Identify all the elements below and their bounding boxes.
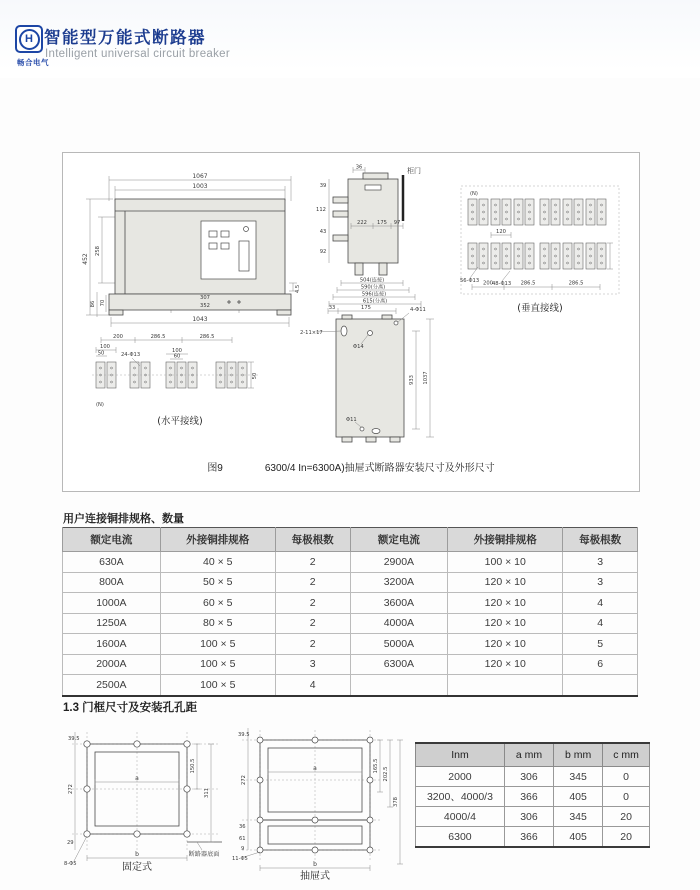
dim-label: 1067 (192, 173, 208, 180)
table-row (63, 552, 638, 573)
dim-label: 202.5 (383, 766, 389, 782)
table-cell: 4 (563, 593, 638, 614)
company-logo-icon (15, 25, 43, 53)
table-cell: 50 × 5 (160, 572, 275, 593)
dim-label: 933 (409, 375, 415, 385)
dim-label: 2-11×17 (300, 330, 323, 336)
table-cell: 800A (63, 572, 161, 593)
horizontal-connection-drawing (88, 326, 273, 431)
horizontal-connection-caption: (水平接线) (157, 416, 203, 427)
dim-label: 200 (483, 280, 493, 287)
dim-label: 286.5 (520, 280, 536, 287)
table-cell: 120 × 10 (448, 654, 563, 675)
dim-label: 222 (357, 220, 367, 226)
dim-label: Φ14 (353, 344, 364, 350)
drawer-type-drawing (230, 722, 408, 880)
dim-label: 150.5 (190, 758, 196, 774)
table-cell: 3 (563, 552, 638, 573)
table-cell: 2900A (350, 552, 448, 573)
table-cell: 4 (275, 675, 350, 696)
table-cell: 20 (603, 827, 650, 848)
fixed-construction-lines (72, 732, 218, 850)
table-cell: 405 (554, 787, 603, 807)
dim-label: 36 (239, 824, 246, 830)
table-cell: 2 (275, 613, 350, 634)
dim-label: 311 (204, 788, 210, 798)
page-title: 智能型万能式断路器 (44, 29, 206, 47)
dim-label: 307 (200, 295, 210, 301)
table-header-row (63, 528, 638, 552)
figure-box (62, 152, 640, 492)
fixed-frame-shapes (84, 741, 222, 842)
table-cell (350, 675, 448, 696)
dim-label: 272 (68, 784, 74, 794)
dim-label: 258 (95, 246, 101, 256)
col-header: b mm (554, 743, 603, 767)
dim-label: 29 (67, 840, 74, 846)
table-cell: 1600A (63, 634, 161, 655)
dim-label: 504(连接) (359, 277, 385, 284)
table-header-row (416, 743, 650, 767)
dim-label: 50 (97, 350, 105, 357)
drawer-type-caption: 抽屉式 (300, 871, 330, 880)
table-row (416, 787, 650, 807)
vertical-connection-caption: (垂直接线) (517, 303, 563, 314)
dim-label: 286.5 (199, 334, 215, 340)
fixed-type-drawing (62, 724, 227, 872)
table-cell: 3200、4000/3 (416, 787, 505, 807)
dim-label: 596(连接) (361, 291, 387, 298)
dim-label: 352 (200, 303, 210, 309)
table-cell: 0 (603, 787, 650, 807)
dim-label: 272 (241, 775, 247, 785)
table-row (416, 767, 650, 787)
col-header: 外接铜排规格 (448, 528, 563, 552)
dim-label: 120 (496, 229, 506, 235)
dim-label: 8-Φ5 (64, 861, 77, 867)
dim-label: 48-Φ13 (492, 281, 512, 287)
figure-caption-label: 图9 (207, 463, 223, 474)
vertical-connection-drawing (458, 183, 628, 318)
dim-label: 9 (241, 846, 245, 852)
table-cell: 6300A (350, 654, 448, 675)
table-cell: 3 (275, 654, 350, 675)
dim-label: 590(分离) (360, 284, 386, 291)
table-row (63, 675, 638, 696)
table-cell: 4000/4 (416, 807, 505, 827)
dim-label: 100 (172, 348, 182, 354)
dim-label: 175 (377, 220, 387, 226)
col-header: c mm (603, 743, 650, 767)
dim-label: 92 (319, 249, 327, 255)
section-title: 1.3 门框尺寸及安装孔孔距 (63, 702, 198, 714)
dim-label: 39.5 (238, 732, 250, 738)
dim-label: a (313, 765, 317, 772)
table-cell: 6300 (416, 827, 505, 848)
dim-label: 39 (319, 183, 327, 189)
col-header: 额定电流 (350, 528, 448, 552)
table-cell: 3 (563, 572, 638, 593)
door-dimension-table (415, 742, 650, 848)
table-cell: 100 × 10 (448, 552, 563, 573)
table-cell: 4 (563, 613, 638, 634)
dim-label: 43 (319, 229, 327, 235)
table-cell: 3600A (350, 593, 448, 614)
table-cell: 2 (275, 593, 350, 614)
col-header: 额定电流 (63, 528, 161, 552)
figure-caption (63, 459, 639, 474)
copper-spec-table (62, 527, 638, 697)
table-cell: 306 (504, 807, 553, 827)
dim-label: 165.5 (373, 758, 379, 774)
vertical-busbars (468, 199, 606, 269)
dim-label: 4-Φ11 (410, 307, 426, 313)
table-row (63, 572, 638, 593)
dim-label: 70 (100, 299, 106, 307)
dim-label: 11-Φ5 (232, 856, 248, 862)
table-cell: 2500A (63, 675, 161, 696)
figure-caption-text: 6300/4 In=6300A)抽屉式断路器安装尺寸及外形尺寸 (264, 463, 495, 474)
table-cell: 630A (63, 552, 161, 573)
table-cell (448, 675, 563, 696)
table-row (416, 827, 650, 848)
breaker-bottom-label: 断路器底面 (188, 851, 220, 858)
table-cell: 5000A (350, 634, 448, 655)
dim-label: 97 (393, 220, 401, 226)
table-cell: 20 (603, 807, 650, 827)
col-header: 外接铜排规格 (160, 528, 275, 552)
table-cell: 5 (563, 634, 638, 655)
table-cell (563, 675, 638, 696)
side-view-shapes (333, 173, 403, 275)
dim-label: 4.5 (295, 284, 301, 294)
dim-label: 175 (361, 305, 371, 311)
table-cell: 4000A (350, 613, 448, 634)
table-row (63, 613, 638, 634)
dim-label: 452 (82, 253, 89, 265)
dim-label: 39.5 (68, 736, 80, 742)
n-pole-label: (N) (96, 402, 104, 408)
copper-table (62, 527, 638, 697)
copper-table-title: 用户连接铜排规格、数量 (63, 513, 184, 525)
dim-label: 286.5 (150, 334, 166, 340)
table-cell: 100 × 5 (160, 654, 275, 675)
table-cell: 0 (603, 767, 650, 787)
dim-label: 33 (328, 305, 336, 311)
table-cell: 120 × 10 (448, 634, 563, 655)
table-cell: 345 (554, 767, 603, 787)
table-cell: 366 (504, 787, 553, 807)
table-cell: 100 × 5 (160, 634, 275, 655)
table-row (63, 634, 638, 655)
table-cell: 405 (554, 827, 603, 848)
table-cell: 120 × 10 (448, 593, 563, 614)
table-cell: 120 × 10 (448, 613, 563, 634)
dim-label: 200 (113, 334, 123, 340)
dim-label: 100 (100, 344, 110, 350)
table-cell: 2 (275, 634, 350, 655)
n-pole-label: (N) (470, 191, 478, 197)
dim-label: b (135, 851, 139, 858)
cabinet-door-label: 柜门 (407, 167, 421, 175)
table-cell: 2000 (416, 767, 505, 787)
col-header: Inm (416, 743, 505, 767)
col-header: 每极根数 (275, 528, 350, 552)
fixed-type-caption: 固定式 (122, 862, 152, 872)
dim-label: Φ11 (346, 417, 357, 423)
dim-label: 615(分离) (362, 298, 388, 305)
dim-label: b (313, 861, 317, 868)
table-row (416, 807, 650, 827)
dim-label: 112 (316, 207, 326, 213)
dim-label: 56-Φ13 (460, 278, 480, 284)
table-cell: 120 × 10 (448, 572, 563, 593)
logo-letter: H (19, 29, 40, 50)
table-cell: 80 × 5 (160, 613, 275, 634)
table-cell: 2 (275, 572, 350, 593)
page-subtitle: Intelligent universal circuit breaker (45, 48, 230, 60)
col-header: a mm (504, 743, 553, 767)
table-cell: 306 (504, 767, 553, 787)
table-cell: 6 (563, 654, 638, 675)
table-cell: 366 (504, 827, 553, 848)
dim-label: 1037 (423, 371, 429, 385)
drawer-construction-lines (242, 730, 380, 862)
table-row (63, 593, 638, 614)
dim-label: a (135, 775, 139, 782)
table-cell: 60 × 5 (160, 593, 275, 614)
table-row (63, 654, 638, 675)
col-header: 每极根数 (563, 528, 638, 552)
table-cell: 2 (275, 552, 350, 573)
dim-label: 60 (173, 353, 181, 360)
table-cell: 1250A (63, 613, 161, 634)
dim-label: 24-Φ13 (121, 352, 141, 358)
front-view-drawing (81, 171, 311, 336)
table-cell: 345 (554, 807, 603, 827)
dim-label: 1043 (192, 316, 208, 323)
company-name: 畅合电气 (17, 58, 49, 67)
dim-label: 86 (90, 300, 96, 308)
dim-label: 378 (393, 797, 399, 807)
table-cell: 1000A (63, 593, 161, 614)
dim-label: 286.5 (568, 280, 584, 287)
table-cell: 100 × 5 (160, 675, 275, 696)
page-header (0, 0, 700, 78)
dim-label: 1003 (192, 183, 208, 190)
table-cell: 3200A (350, 572, 448, 593)
dim-label: 36 (355, 164, 363, 171)
door-frame-table (415, 742, 650, 848)
table-cell: 2000A (63, 654, 161, 675)
dim-label: 50 (252, 372, 258, 380)
drawer-mounting-drawing (298, 303, 458, 453)
dim-label: 61 (239, 836, 246, 842)
table-cell: 40 × 5 (160, 552, 275, 573)
